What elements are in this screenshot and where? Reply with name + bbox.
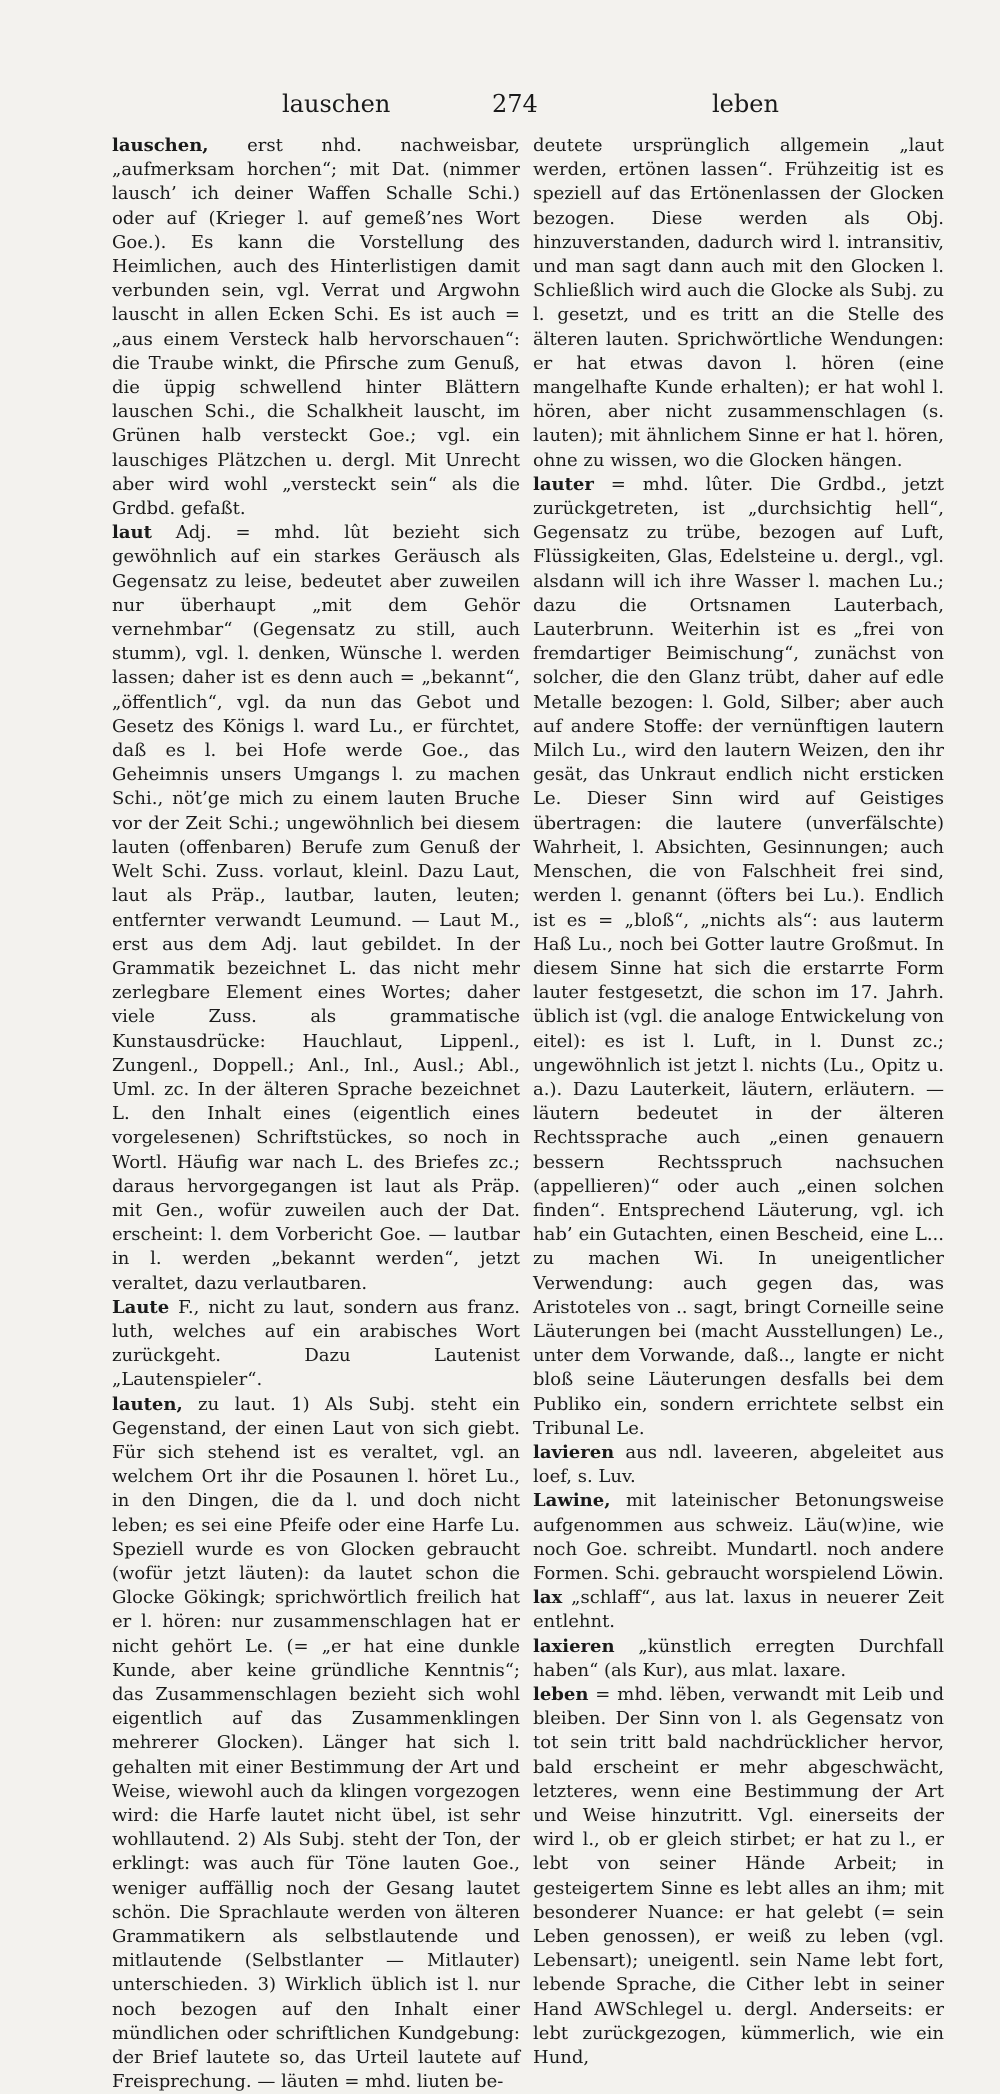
- entry-headword: Laute: [112, 1296, 170, 1318]
- entry-headword: laxieren: [533, 1635, 615, 1657]
- dictionary-entry: [112, 1393, 520, 2094]
- page-header: [0, 88, 1000, 128]
- entry-headword: lauschen,: [112, 135, 209, 156]
- right-column: [533, 134, 944, 2070]
- header-left-keyword: lauschen: [282, 90, 391, 118]
- dictionary-entry: [533, 1683, 944, 2070]
- dictionary-entry: [112, 521, 520, 1296]
- dictionary-entry: [533, 134, 944, 473]
- dictionary-entry: [112, 1296, 520, 1393]
- dictionary-entry: [533, 1441, 944, 1489]
- entry-text: „schlaff“, aus lat. laxus in neuerer Zeit entlehnt.: [533, 1587, 944, 1633]
- entry-text: „künstlich erregten Durchfall haben“ (als Kur), aus mlat. laxare.: [533, 1635, 944, 1681]
- left-column: [112, 134, 520, 2094]
- entry-text: mit lateinischer Betonungsweise aufgenommen aus schweiz. Läu(w)ine, wie noch Goe. schreibt. Mundartl. noch andere Formen. Schi. gebraucht worspielend Löwin.: [533, 1490, 944, 1584]
- dictionary-entry: [533, 473, 944, 1441]
- entry-text: zu laut. 1) Als Subj. steht ein Gegenstand, der einen Laut von sich giebt. Für sich stehend ist es veraltet, vgl. an welchem Ort ihr die Posaunen l. höret Lu., in den Dingen, die da l. und doch nicht leben; es sei eine Pfeife oder eine Harfe Lu. Speziell wurde es von Glocken gebraucht (wofür jetzt läuten): da lautet schon die Glocke Gökingk; sprichwörtlich freilich hat er l. hören: nur zusammenschlagen hat er nicht gehört Le. (= „er hat eine dunkle Kunde, aber keine gründliche Kenntnis“; das Zusammenschlagen bezieht sich wohl eigentlich auf das Zusammenklingen mehrerer Glocken). Länger hat sich l. gehalten mit einer Bestimmung der Art und Weise, wiewohl auch da klingen vorgezogen wird: die Harfe lautet nicht übel, ist sehr wohllautend. 2) Als Subj. steht der Ton, der erklingt: was auch für Töne lauten Goe., weniger auffällig noch der Gesang lautet schön. Die Sprachlaute werden von älteren Grammatikern als selbstlautende und mitlautende (Selbstlanter — Mitlauter) unterschieden. 3) Wirklich üblich ist l. nur noch bezogen auf den Inhalt einer mündlichen oder schriftlichen Kundgebung: der Brief lautete so, das Urteil lautete auf Freisprechung. — läuten = mhd. liuten be-: [112, 1393, 520, 2093]
- entry-text: deutete ursprünglich allgemein „laut werden, ertönen lassen“. Frühzeitig ist es speziell auf das Ertönenlassen der Glocken bezogen. Diese werden als Obj. hinzuverstanden, dadurch wird l. intransitiv, und man sagt dann auch mit den Glocken l. Schließlich wird auch die Glocke als Subj. zu l. gesetzt, und es tritt an die Stelle des älteren lauten. Sprichwörtliche Wendungen: er hat etwas davon l. hören (eine mangelhafte Kunde erhalten); er hat wohl l. hören, aber nicht zusammenschlagen (s. lauten); mit ähnlichem Sinne er hat l. hören, ohne zu wissen, wo die Glocken hängen.: [533, 135, 944, 471]
- dictionary-entry: [112, 134, 520, 521]
- dictionary-entry: [533, 1635, 944, 1683]
- header-right-keyword: leben: [712, 90, 779, 118]
- dictionary-entry: [533, 1586, 944, 1634]
- entry-text: aus ndl. laveeren, abgeleitet aus loef, s. Luv.: [533, 1441, 944, 1488]
- entry-text: erst nhd. nachweisbar, „aufmerksam horchen“; mit Dat. (nimmer lausch’ ich deiner Waffen Schalle Schi.) oder auf (Krieger l. auf gemeß’nes Wort Goe.). Es kann die Vorstellung des Heimlichen, auch des Hinterlistigen damit verbunden sein, vgl. Verrat und Argwohn lauscht in allen Ecken Schi. Es ist auch = „aus einem Versteck halb hervorschauen“: die Traube winkt, die Pfirsche zum Genuß, die üppig schwellend hinter Blättern lauschen Schi., die Schalkheit lauscht, im Grünen halb versteckt Goe.; vgl. ein lauschiges Plätzchen u. dergl. Mit Unrecht aber wird wohl „versteckt sein“ als die Grdbd. gefaßt.: [112, 135, 520, 520]
- entry-headword: laut: [112, 522, 152, 544]
- entry-text: = mhd. lûter. Die Grdbd., jetzt zurückgetreten, ist „durchsichtig hell“, Gegensatz zu trübe, bezogen auf Luft, Flüssigkeiten, Glas, Edelsteine u. dergl., vgl. alsdann will ich ihre Wasser l. machen Lu.; dazu die Ortsnamen Lauterbach, Lauterbrunn. Weiterhin ist es „frei von fremdartiger Beimischung“, zunächst von solcher, die den Glanz trübt, daher auf edle Metalle bezogen: l. Gold, Silber; aber auch auf andere Stoffe: der vernünftigen lautern Milch Lu., wird den lautern Weizen, den ihr gesät, das Unkraut endlich nicht ersticken Le. Dieser Sinn wird auf Geistiges übertragen: die lautere (unverfälschte) Wahrheit, l. Absichten, Gesinnungen; auch Menschen, die von Falschheit frei sind, werden l. genannt (öfters bei Lu.). Endlich ist es = „bloß“, „nichts als“: aus lauterm Haß Lu., noch bei Gotter lautre Großmut. In diesem Sinne hat sich die erstarrte Form lauter festgesetzt, die schon im 17. Jahrh. üblich ist (vgl. die analoge Entwickelung von eitel): es ist l. Luft, in l. Dunst zc.; ungewöhnlich ist jetzt l. nichts (Lu., Opitz u. a.). Dazu Lauterkeit, läutern, erläutern. — läutern bedeutet in der älteren Rechtssprache auch „einen genauern bessern Rechtsspruch nachsuchen (appellieren)“ oder auch „einen solchen finden“. Entsprechend Läuterung, vgl. ich hab’ ein Gutachten, einen Bescheid, eine L... zu machen Wi. In uneigentlicher Verwendung: auch gegen das, was Aristoteles von .. sagt, bringt Corneille seine Läuterungen bei (macht Ausstellungen) Le., unter dem Vorwande, daß.., langte er nicht bloß seine Läuterungen desfalls bei dem Publiko ein, sondern errichtete selbst ein Tribunal Le.: [533, 473, 944, 1439]
- entry-headword: lavieren: [533, 1441, 615, 1463]
- entry-text: = mhd. lëben, verwandt mit Leib und bleiben. Der Sinn von l. als Gegensatz von tot sein tritt bald nachdrücklicher hervor, bald erscheint er mehr abgeschwächt, letzteres, wenn eine Bestimmung der Art und Weise hinzutritt. Vgl. einerseits der wird l., ob er gleich stirbet; er hat zu l., er lebt von seiner Hände Arbeit; in gesteigertem Sinne es lebt alles an ihm; mit besonderer Nuance: er hat gelebt (= sein Leben genossen), er weiß zu leben (vgl. Lebensart); uneigentl. sein Name lebt fort, lebende Sprache, die Cither lebt in seiner Hand AWSchlegel u. dergl. Anderseits: er lebt zurückgezogen, kümmerlich, wie ein Hund,: [533, 1684, 944, 2069]
- entry-headword: Lawine,: [533, 1490, 611, 1512]
- entry-text: Adj. = mhd. lût bezieht sich gewöhnlich auf ein starkes Geräusch als Gegensatz zu leise, bedeutet aber zuweilen nur überhaupt „mit dem Gehör vernehmbar“ (Gegensatz zu still, auch stumm), vgl. l. denken, Wünsche l. werden lassen; daher ist es denn auch = „bekannt“, „öffentlich“, vgl. da nun das Gebot und Gesetz des Königs l. ward Lu., er fürchtet, daß es l. bei Hofe werde Goe., das Geheimnis unsers Umgangs l. zu machen Schi., nöt’ge mich zu einem lauten Bruche vor der Zeit Schi.; ungewöhnlich bei diesem lauten (offenbaren) Berufe zum Genuß der Welt Schi. Zuss. vorlaut, kleinl. Dazu Laut, laut als Präp., lautbar, lauten, leuten; entfernter verwandt Leumund. — Laut M., erst aus dem Adj. laut gebildet. In der Grammatik bezeichnet L. das nicht mehr zerlegbare Element eines Wortes; daher viele Zuss. als grammatische Kunstausdrücke: Hauchlaut, Lippenl., Zungenl., Doppell.; Anl., Inl., Ausl.; Abl., Uml. zc. In der älteren Sprache bezeichnet L. den Inhalt eines (eigentlich eines vorgelesenen) Schriftstückes, so noch in Wortl. Häufig war nach L. des Briefes zc.; daraus hervorgegangen ist laut als Präp. mit Gen., wofür zuweilen auch der Dat. erscheint: l. dem Vorbericht Goe. — lautbar in l. werden „bekannt werden“, jetzt veraltet, dazu verlautbaren.: [112, 522, 520, 1294]
- entry-headword: leben: [533, 1684, 589, 1705]
- entry-headword: lauter: [533, 473, 594, 495]
- page-number: 274: [492, 90, 538, 118]
- entry-headword: lax: [533, 1587, 563, 1609]
- entry-text: F., nicht zu laut, sondern aus franz. luth, welches auf ein arabisches Wort zurückgeht. Dazu Lautenist „Lautenspieler“.: [112, 1296, 520, 1391]
- entry-headword: lauten,: [112, 1393, 183, 1415]
- dictionary-entry: [533, 1489, 944, 1586]
